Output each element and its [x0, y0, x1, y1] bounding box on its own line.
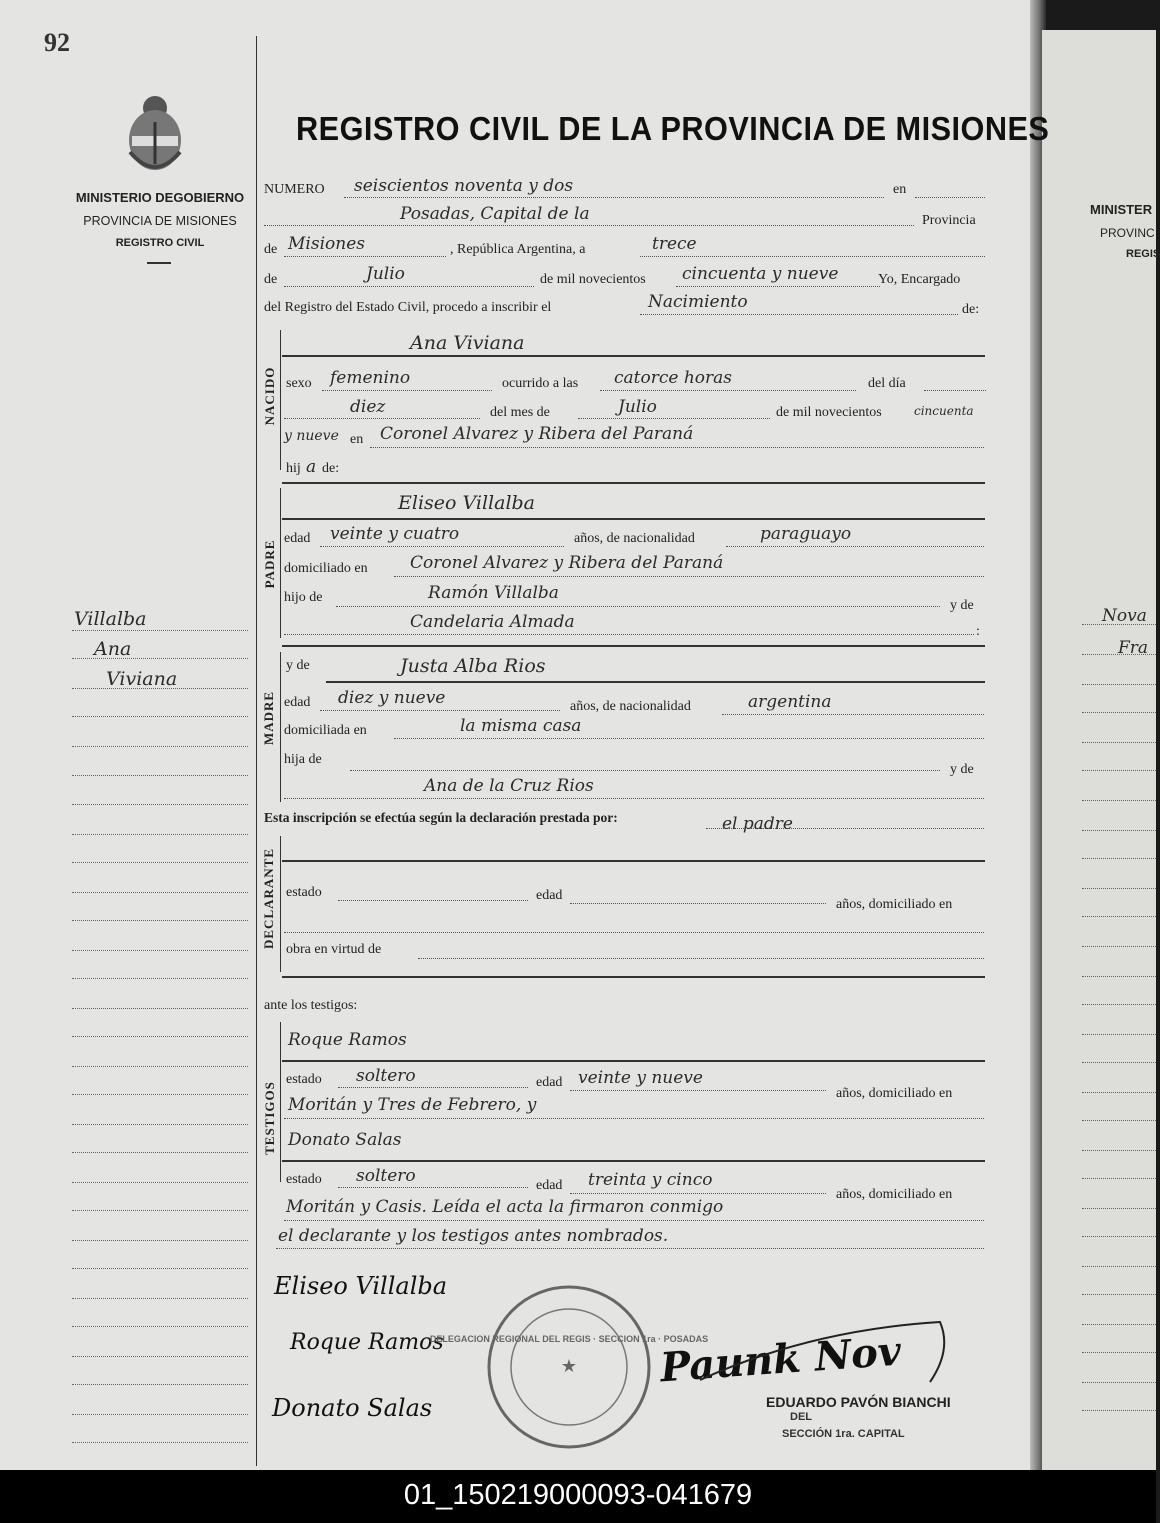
- testigos-intro: ante los testigos:: [264, 998, 358, 1013]
- year-value: cincuenta y nueve: [682, 264, 839, 284]
- month-line: [284, 286, 534, 287]
- madre-nacionalidad-line: [722, 714, 984, 715]
- official-title-b: SECCIÓN 1ra. CAPITAL: [782, 1428, 905, 1440]
- testigo1-edad-line: [570, 1090, 826, 1091]
- de2-label: de: [264, 272, 278, 287]
- padre-edad-line: [320, 546, 564, 547]
- de-label: de: [264, 242, 278, 257]
- padre-nacionalidad-line: [726, 546, 984, 547]
- stamp-text: DELEGACION REGIONAL DEL REGIS · SECCION 1ra · POSADAS: [429, 1334, 709, 1344]
- madre-abuela-line: [284, 798, 984, 799]
- margin-rule: [256, 36, 257, 1466]
- testigo1-edad-value: veinte y nueve: [578, 1068, 703, 1088]
- padre-y-de-label: y de: [950, 598, 974, 613]
- numero-line: [344, 197, 884, 198]
- padre-hijo-de-line: [336, 606, 940, 607]
- madre-domicilio-label: domiciliada en: [284, 723, 367, 738]
- madre-edad-value: diez y nueve: [338, 688, 446, 708]
- numero-value: seiscientos noventa y dos: [354, 176, 574, 196]
- republica-label: , República Argentina, a: [450, 242, 586, 257]
- signature-eliseo: Eliseo Villalba: [274, 1272, 448, 1300]
- act-value: Nacimiento: [648, 292, 748, 312]
- ministry-line-3: REGISTRO CIVIL: [115, 237, 205, 249]
- ministry-underline: [147, 262, 171, 264]
- madre-edad-label: edad: [284, 695, 311, 710]
- padre-bottom-rule: [282, 645, 985, 647]
- right-margin-hand-1: Nova: [1102, 606, 1147, 626]
- padre-edad-label: edad: [284, 531, 311, 546]
- declarante-anios-label: años, domiciliado en: [836, 897, 953, 912]
- official-name: EDUARDO PAVÓN BIANCHI: [766, 1394, 951, 1410]
- declarante-bottom-rule: [282, 976, 985, 978]
- official-signature-flourish: [690, 1310, 960, 1400]
- madre-nacionalidad-label: años, de nacionalidad: [570, 699, 691, 714]
- testigo1-estado-value: soltero: [356, 1066, 416, 1086]
- footer-id: 01_150219000093-041679: [403, 1479, 753, 1511]
- registro-label: del Registro del Estado Civil, procedo a inscribir el: [264, 300, 552, 315]
- right-registry-fragment: REGIS: [1126, 248, 1160, 260]
- lugar-line: [370, 447, 984, 448]
- sexo-line: [322, 390, 492, 391]
- signature-donato: Donato Salas: [272, 1394, 433, 1422]
- madre-hija-de-line: [350, 770, 940, 771]
- testigo1-domicilio: Moritán y Tres de Febrero, y: [288, 1095, 537, 1115]
- madre-y-de2-label: y de: [950, 762, 974, 777]
- mes-line: [578, 418, 770, 419]
- encargado-label: Yo, Encargado: [878, 272, 961, 287]
- month-value: Julio: [366, 264, 405, 284]
- padre-colon: :: [976, 624, 980, 639]
- mes-value: Julio: [618, 397, 657, 417]
- ocurrido-label: ocurrido a las: [502, 376, 579, 391]
- act-line: [640, 314, 958, 315]
- madre-section-label: MADRE: [261, 690, 276, 745]
- official-signature: Paunk Nov: [658, 1327, 903, 1392]
- province-value: Misiones: [288, 234, 365, 254]
- hijo-value: a: [306, 457, 317, 477]
- madre-y-de-label: y de: [286, 658, 310, 673]
- day-line: [640, 256, 985, 257]
- testigo2-name: Donato Salas: [288, 1130, 402, 1150]
- closing-text-2: el declarante y los testigos antes nombrados.: [278, 1226, 669, 1246]
- testigo2-estado-label: estado: [286, 1172, 322, 1187]
- nacido-name-line: [282, 355, 985, 357]
- closing-line-2: [276, 1248, 984, 1249]
- lugar-value: Coronel Alvarez y Ribera del Paraná: [380, 424, 694, 444]
- testigo2-name-line: [282, 1160, 985, 1162]
- right-province-fragment: PROVINC: [1100, 226, 1155, 240]
- official-title-a: DEL: [790, 1411, 812, 1423]
- document-title: REGISTRO CIVIL DE LA PROVINCIA DE MISIONES: [296, 110, 1050, 147]
- padre-name-value: Eliseo Villalba: [398, 492, 536, 514]
- anio-label: de mil novecientos: [776, 405, 882, 420]
- declarante-edad-label: edad: [536, 888, 563, 903]
- declarante-estado-label: estado: [286, 885, 322, 900]
- right-margin-hand-2: Fra: [1118, 638, 1149, 658]
- padre-bracket: [280, 488, 281, 638]
- signature-roque: Roque Ramos: [290, 1330, 444, 1355]
- madre-edad-line: [320, 710, 560, 711]
- declarante-section-label: DECLARANTE: [261, 847, 276, 949]
- sexo-label: sexo: [286, 376, 312, 391]
- padre-nacionalidad-label: años, de nacionalidad: [574, 531, 695, 546]
- testigo1-estado-label: estado: [286, 1072, 322, 1087]
- testigo2-domicilio-and-closing: Moritán y Casis. Leída el acta la firmaron conmigo: [286, 1197, 724, 1217]
- de3-label: de:: [962, 302, 980, 317]
- numero-label: NUMERO: [264, 182, 325, 197]
- ministry-line-2: PROVINCIA DE MISIONES: [83, 214, 237, 228]
- madre-bracket: [280, 652, 281, 802]
- testigo1-name: Roque Ramos: [288, 1030, 407, 1050]
- padre-domicilio-value: Coronel Alvarez y Ribera del Paraná: [410, 553, 724, 573]
- nacido-bottom-rule: [282, 482, 985, 484]
- padre-name-line: [282, 518, 985, 520]
- testigo1-anios-label: años, domiciliado en: [836, 1086, 953, 1101]
- testigo1-name-line: [282, 1060, 985, 1062]
- testigo1-domicilio-line: [284, 1118, 984, 1119]
- hora-line: [600, 390, 856, 391]
- testigos-bracket: [280, 1022, 281, 1182]
- madre-name-line: [326, 681, 985, 683]
- year-label: de mil novecientos: [540, 272, 646, 287]
- right-ministry-fragment: MINISTER: [1090, 202, 1153, 217]
- madre-name-value: Justa Alba Rios: [400, 655, 546, 677]
- provincia-label: Provincia: [922, 213, 976, 228]
- padre-madre-line: [284, 634, 974, 635]
- declarante-obra-line: [418, 958, 984, 959]
- ministry-line-1: MINISTERIO DEGOBIERNO: [75, 190, 245, 205]
- testigo2-anios-label: años, domiciliado en: [836, 1187, 953, 1202]
- official-seal-stamp: [429, 1282, 709, 1452]
- declarante-estado-line: [338, 900, 528, 901]
- place-value: Posadas, Capital de la: [400, 204, 590, 224]
- closing-line-1: [284, 1220, 984, 1221]
- madre-de-madre-value: Ana de la Cruz Rios: [424, 776, 594, 796]
- margin-note-surname: Villalba: [74, 608, 147, 630]
- padre-nacionalidad-value: paraguayo: [760, 524, 852, 544]
- padre-domicilio-label: domiciliado en: [284, 561, 368, 576]
- dia-label: del día: [868, 376, 906, 391]
- padre-section-label: PADRE: [262, 539, 277, 589]
- dia-tail-line: [924, 390, 986, 391]
- anio-value-a: cincuenta: [914, 404, 974, 418]
- en-line: [915, 197, 985, 198]
- svg-text:★: ★: [560, 1356, 578, 1376]
- testigo1-edad-label: edad: [536, 1075, 563, 1090]
- padre-hijo-de-label: hijo de: [284, 590, 323, 605]
- margin-note-first-name: Ana: [94, 638, 132, 660]
- anio-value-b: y nueve: [284, 428, 339, 444]
- nacido-section-label: NACIDO: [262, 366, 277, 426]
- madre-hija-de-label: hija de: [284, 752, 322, 767]
- declarante-domicilio-line: [284, 932, 984, 933]
- dia-value: diez: [350, 397, 386, 417]
- margin-note-middle-name: Viviana: [106, 668, 178, 690]
- testigo2-estado-value: soltero: [356, 1166, 416, 1186]
- declarante-name-line: [282, 860, 985, 862]
- declaracion-value: el padre: [722, 814, 793, 834]
- page-number: 92: [44, 28, 70, 57]
- madre-nacionalidad-value: argentina: [748, 692, 832, 712]
- nacido-bracket: [280, 330, 281, 470]
- declarante-edad-line: [570, 903, 826, 904]
- testigo2-edad-label: edad: [536, 1178, 563, 1193]
- testigo2-edad-value: treinta y cinco: [588, 1170, 713, 1190]
- place-line: [264, 225, 914, 226]
- year-line: [676, 286, 880, 287]
- testigos-section-label: TESTIGOS: [262, 1081, 277, 1155]
- testigo2-estado-line: [338, 1187, 528, 1188]
- mes-label: del mes de: [490, 405, 550, 420]
- padre-edad-value: veinte y cuatro: [330, 524, 460, 544]
- madre-domicilio-line: [394, 738, 984, 739]
- hijo-de-label: de:: [322, 461, 340, 476]
- declarante-obra-label: obra en virtud de: [286, 942, 382, 957]
- madre-de-padre-value: Candelaria Almada: [410, 612, 575, 632]
- day-value: trece: [652, 234, 697, 254]
- padre-de-padre-value: Ramón Villalba: [428, 583, 559, 603]
- padre-domicilio-line: [394, 576, 984, 577]
- province-line: [284, 256, 446, 257]
- sexo-value: femenino: [330, 368, 411, 388]
- dia-line: [284, 418, 480, 419]
- right-page-edge: [1042, 30, 1156, 1470]
- hijo-label: hij: [286, 461, 301, 476]
- testigo1-estado-line: [338, 1087, 528, 1088]
- hora-value: catorce horas: [614, 368, 733, 388]
- footer-id-bar: [0, 1470, 1156, 1523]
- en-label: en: [893, 182, 907, 197]
- declarante-bracket: [280, 836, 281, 972]
- madre-domicilio-value: la misma casa: [460, 716, 582, 736]
- testigo2-edad-line: [570, 1193, 826, 1194]
- declaracion-label: Esta inscripción se efectúa según la declaración prestada por:: [264, 810, 618, 825]
- nacido-name-value: Ana Viviana: [410, 332, 525, 354]
- lugar-en-label: en: [350, 432, 364, 447]
- coat-of-arms-emblem: [122, 92, 188, 174]
